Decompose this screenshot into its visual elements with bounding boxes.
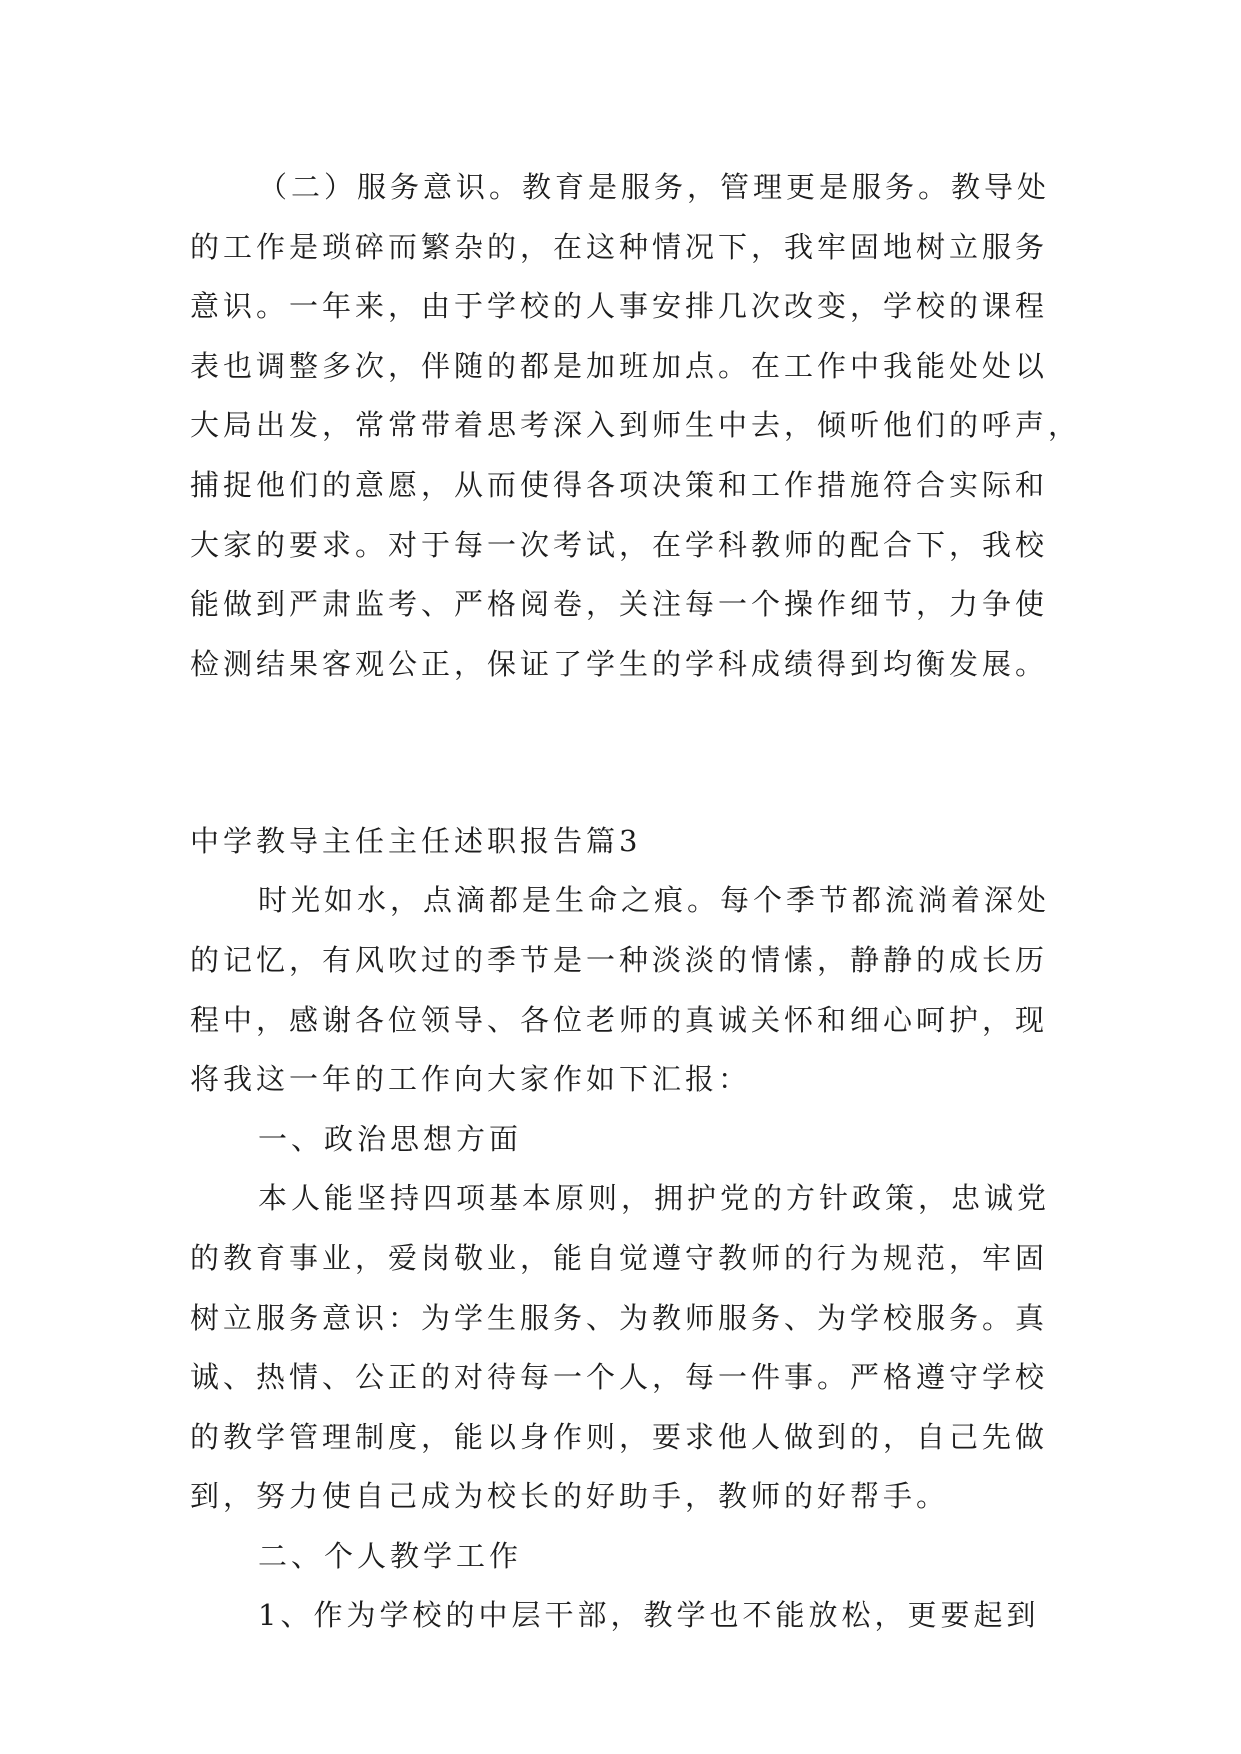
paragraph-line: 能做到严肃监考、严格阅卷，关注每一个操作细节，力争使 bbox=[190, 587, 1049, 622]
paragraph-line: 的教学管理制度，能以身作则，要求他人做到的，自己先做 bbox=[190, 1419, 1049, 1454]
section-gap bbox=[190, 694, 1070, 812]
paragraph-line: 捕捉他们的意愿，从而使得各项决策和工作措施符合实际和 bbox=[190, 467, 1049, 502]
paragraph-line: 诚、热情、公正的对待每一个人，每一件事。严格遵守学校 bbox=[190, 1360, 1049, 1395]
heading-politics: 一、政治思想方面 bbox=[258, 1121, 523, 1156]
paragraph-line: 的教育事业，爱岗敬业，能自觉遵守教师的行为规范，牢固 bbox=[190, 1240, 1049, 1275]
paragraph-line: 本人能坚持四项基本原则，拥护党的方针政策，忠诚党 bbox=[258, 1181, 1051, 1216]
paragraph-line: 的记忆，有风吹过的季节是一种淡淡的情愫，静静的成长历 bbox=[190, 942, 1049, 977]
teaching-paragraph bbox=[190, 1586, 1070, 1646]
paragraph-line: 表也调整多次，伴随的都是加班加点。在工作中我能处处以 bbox=[190, 348, 1049, 383]
paragraph-line: 大家的要求。对于每一次考试，在学科教师的配合下，我校 bbox=[190, 527, 1049, 562]
paragraph-line: 检测结果客观公正，保证了学生的学科成绩得到均衡发展。 bbox=[190, 646, 1049, 681]
paragraph-line: 1、作为学校的中层干部，教学也不能放松，更要起到 bbox=[258, 1598, 1040, 1633]
heading-teaching: 二、个人教学工作 bbox=[258, 1538, 523, 1573]
document-body bbox=[190, 158, 1082, 1646]
paragraph-line: 的工作是琐碎而繁杂的，在这种情况下，我牢固地树立服务 bbox=[190, 229, 1049, 264]
paragraph-line: 将我这一年的工作向大家作如下汇报： bbox=[190, 1062, 752, 1097]
paragraph-line: 大局出发，常常带着思考深入到师生中去，倾听他们的呼声， bbox=[190, 408, 1082, 443]
paragraph-line: 到，努力使自己成为校长的好助手，教师的好帮手。 bbox=[190, 1479, 950, 1514]
paragraph-line: 意识。一年来，由于学校的人事安排几次改变，学校的课程 bbox=[190, 289, 1049, 324]
paragraph-line: 树立服务意识：为学生服务、为教师服务、为学校服务。真 bbox=[190, 1300, 1049, 1335]
paragraph-line: 程中，感谢各位领导、各位老师的真诚关怀和细心呵护，现 bbox=[190, 1002, 1049, 1037]
service-awareness-paragraph bbox=[190, 158, 1082, 694]
article-title: 中学教导主任主任述职报告篇3 bbox=[190, 824, 642, 859]
politics-paragraph bbox=[190, 1169, 1070, 1527]
intro-paragraph bbox=[190, 871, 1070, 1109]
paragraph-line: 时光如水，点滴都是生命之痕。每个季节都流淌着深处 bbox=[258, 883, 1051, 918]
paragraph-line: （二）服务意识。教育是服务，管理更是服务。教导处 bbox=[258, 170, 1051, 204]
